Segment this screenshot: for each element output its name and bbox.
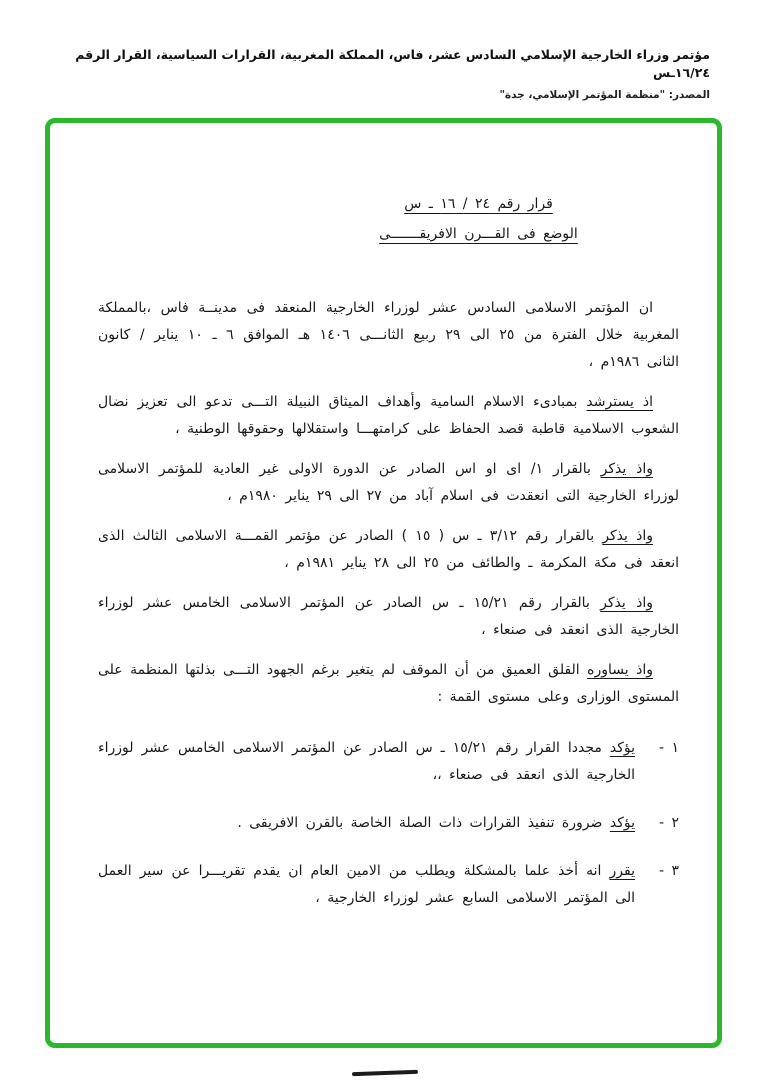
paragraph-text: بالقرار رقم ١٥/٢١ ـ س الصادر عن المؤتمر الاسلامى الخامس عشر لوزراء الخارجية الذى انعقد فى صنعاء ، (98, 595, 679, 638)
item-text (98, 858, 635, 912)
item-body-text: مجددا القرار رقم ١٥/٢١ ـ س الصادر عن المؤتمر الاسلامى الخامس عشر لوزراء الخارجية الذى انعقد فى صنعاء ،، (98, 740, 635, 783)
scan-border-frame (45, 118, 722, 1048)
item-lead: يؤكد (609, 815, 635, 831)
item-body-text: انه أخذ علما بالمشكلة ويطلب من الامين العام ان يقدم تقريـــرا عن سير العمل الى المؤتمر الاسلامى السابع عشر لوزراء الخارجية ، (98, 863, 635, 906)
resolution-title (98, 189, 679, 249)
resolution-number-title: قرار رقم ٢٤ / ١٦ ـ س (404, 196, 553, 212)
preamble-paragraph (98, 523, 679, 577)
document-source-line: المصدر: "منظمة المؤتمر الإسلامي، جدة" (499, 89, 710, 101)
page-header (58, 46, 710, 101)
paragraph-lead: واذ يذكر (600, 595, 653, 611)
item-number: ٣ - (658, 863, 679, 879)
paragraph-lead: واذ يساوره (587, 662, 654, 678)
item-lead: يقرر (609, 863, 635, 879)
paragraph-lead: واذ يذكر (600, 461, 653, 477)
item-text (98, 810, 635, 837)
operative-items (98, 735, 679, 912)
resolution-document (50, 123, 717, 912)
resolution-subject-line (278, 219, 679, 249)
list-item (98, 858, 679, 912)
paragraph-text: بالقرار رقم ٣/١٢ ـ س ( ١٥ ) الصادر عن مؤتمر القمـــة الاسلامى الثالث الذى انعقد فى مكة المكرمة ـ والطائف من ٢٥ الى ٢٨ يناير ١٩٨١م ، (98, 528, 679, 571)
list-item (98, 810, 679, 837)
document-source-title: مؤتمر وزراء الخارجية الإسلامي السادس عشر، فاس، المملكة المغربية، القرارات السياسية، القرار الرقم ١٦/٢٤ـس (75, 47, 710, 80)
item-number: ١ - (658, 740, 679, 756)
paragraph-lead: واذ يذكر (602, 528, 653, 544)
preamble-paragraph (98, 389, 679, 443)
preamble-paragraph (98, 456, 679, 510)
item-body-text: ضرورة تنفيذ القرارات ذات الصلة الخاصة بالقرن الافريقى . (237, 815, 610, 831)
item-text (98, 735, 635, 789)
preamble-paragraph (98, 657, 679, 711)
resolution-subject-title: الوضع فى القـــرن الافريقـــــــى (379, 226, 578, 242)
paragraph-text: بالقرار ١/ اى او اس الصادر عن الدورة الاولى غير العادية للمؤتمر الاسلامى لوزراء الخارجية التى انعقدت فى اسلام آباد من ٢٧ الى ٢٩ يناير ١٩٨٠م ، (98, 461, 679, 504)
preamble-paragraph (98, 590, 679, 644)
bottom-scan-mark (352, 1070, 418, 1076)
paragraph-text: القلق العميق من أن الموقف لم يتغير برغم الجهود التـــى بذلتها المنظمة على المستوى الوزارى وعلى مستوى القمة : (98, 662, 679, 705)
paragraph-lead: اذ يسترشد (586, 394, 653, 410)
paragraph-text: بمبادىء الاسلام السامية وأهداف الميثاق النبيلة التـــى تدعو الى تعزيز نضال الشعوب الاسلامية قاطبة قصد الحفاظ على كرامتهـــا واستقلالها وحقوقها الوطنية ، (98, 394, 679, 437)
item-lead: يؤكد (609, 740, 636, 756)
list-item (98, 735, 679, 789)
paragraph-text: ان المؤتمر الاسلامى السادس عشر لوزراء الخارجية المنعقد فى مدينــة فاس ،بالمملكة المغربية خلال الفترة من ٢٥ الى ٢٩ ربيع الثانـــى ١٤٠٦ هـ الموافق ٦ ـ ١٠ يناير / كانون الثانى ١٩٨٦م ، (98, 300, 680, 370)
item-number: ٢ - (658, 815, 679, 831)
resolution-number-line (278, 189, 679, 219)
preamble-paragraph (98, 295, 679, 376)
